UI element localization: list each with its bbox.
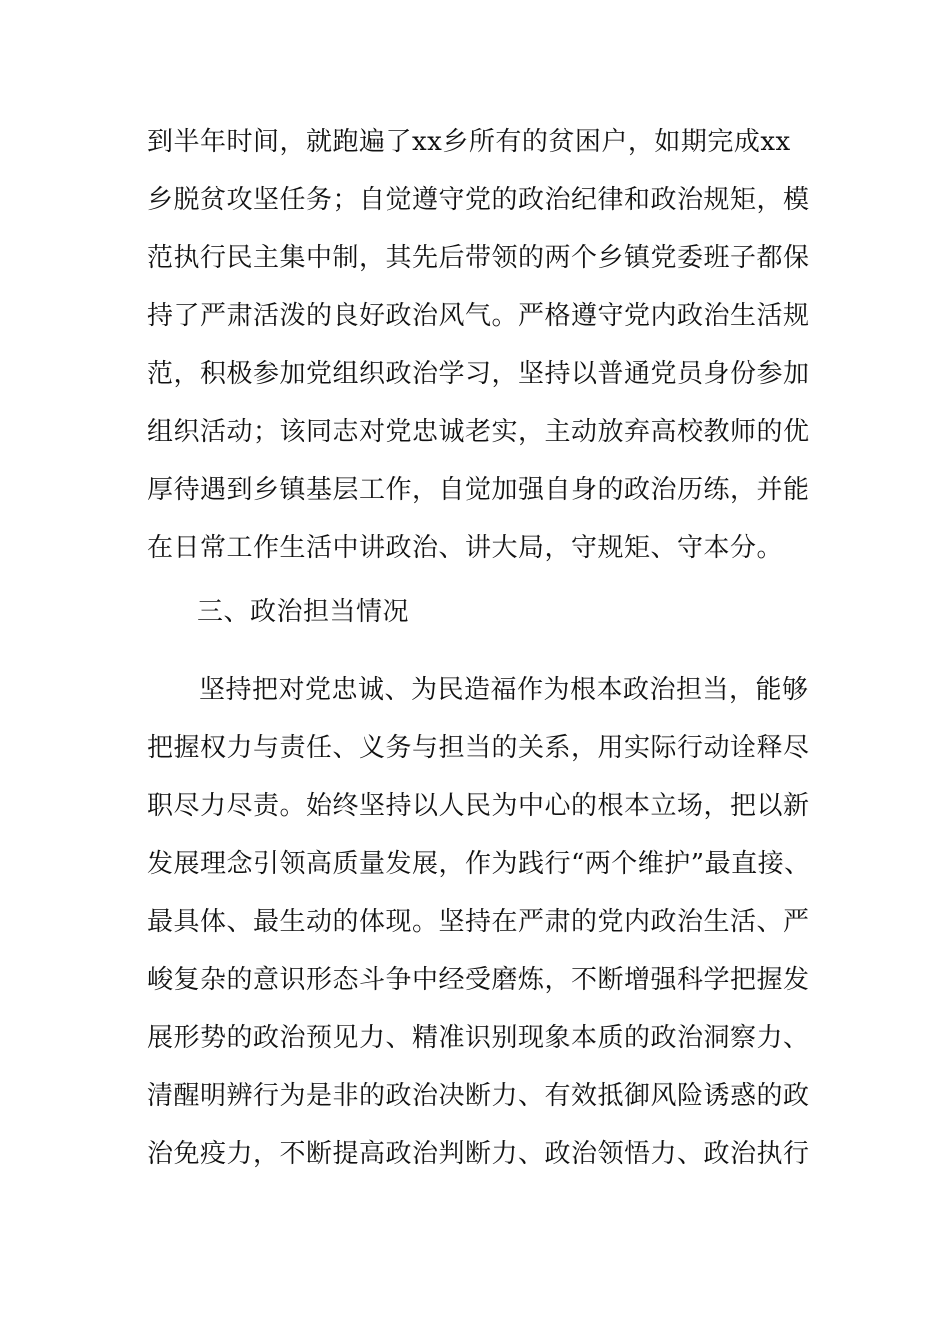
text-line: 组织活动；该同志对党忠诚老实，主动放弃高校教师的优 bbox=[147, 417, 810, 447]
text-line: 在日常工作生活中讲政治、讲大局，守规矩、守本分。 bbox=[147, 533, 784, 563]
section-heading: 三、政治担当情况 bbox=[197, 597, 410, 627]
text-line: 发展理念引领高质量发展，作为践行“两个维护”最直接、 bbox=[147, 849, 811, 879]
text-line: 把握权力与责任、义务与担当的关系，用实际行动诠释尽 bbox=[147, 733, 810, 763]
text-line: 持了严肃活泼的良好政治风气。严格遵守党内政治生活规 bbox=[147, 301, 810, 331]
text-line: 职尽力尽责。始终坚持以人民为中心的根本立场，把以新 bbox=[147, 791, 810, 821]
text-line: 厚待遇到乡镇基层工作，自觉加强自身的政治历练，并能 bbox=[147, 475, 810, 505]
text-line: 范，积极参加党组织政治学习，坚持以普通党员身份参加 bbox=[147, 359, 810, 389]
text-line: 乡脱贫攻坚任务；自觉遵守党的政治纪律和政治规矩，模 bbox=[147, 185, 810, 215]
text-line: 治免疫力，不断提高政治判断力、政治领悟力、政治执行 bbox=[147, 1139, 810, 1169]
text-line: 峻复杂的意识形态斗争中经受磨炼，不断增强科学把握发 bbox=[147, 965, 810, 995]
text-line: 清醒明辨行为是非的政治决断力、有效抵御风险诱惑的政 bbox=[147, 1081, 810, 1111]
text-line: 到半年时间，就跑遍了xx乡所有的贫困户，如期完成xx bbox=[147, 127, 791, 157]
text-line: 最具体、最生动的体现。坚持在严肃的党内政治生活、严 bbox=[147, 907, 810, 937]
text-line: 坚持把对党忠诚、为民造福作为根本政治担当，能够 bbox=[199, 675, 809, 705]
text-line: 展形势的政治预见力、精准识别现象本质的政治洞察力、 bbox=[147, 1023, 810, 1053]
text-line: 范执行民主集中制，其先后带领的两个乡镇党委班子都保 bbox=[147, 243, 810, 273]
